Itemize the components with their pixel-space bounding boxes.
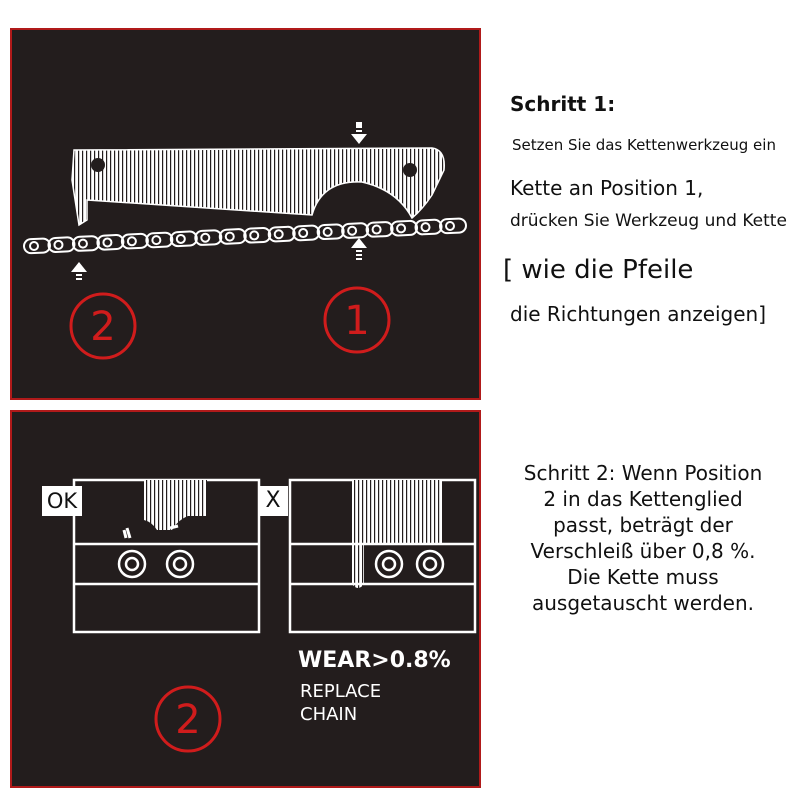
step2-line: Die Kette muss bbox=[567, 565, 719, 589]
chain-roller bbox=[324, 228, 332, 236]
step2-description bbox=[498, 460, 788, 616]
wear-label: WEAR>0.8% bbox=[298, 648, 451, 673]
chain-roller bbox=[373, 226, 381, 234]
chain-roller bbox=[397, 224, 405, 232]
tool-hole-right bbox=[403, 163, 417, 177]
chain-roller bbox=[152, 236, 160, 244]
arrow-up-icon bbox=[71, 262, 87, 280]
chain-roller bbox=[226, 233, 234, 241]
chain-link bbox=[73, 236, 100, 251]
svg-text:2: 2 bbox=[90, 304, 116, 350]
chain-tool-illustration bbox=[12, 30, 483, 402]
chain-roller bbox=[275, 230, 283, 238]
step1-title: Schritt 1: bbox=[510, 92, 616, 116]
step1-illustration-panel bbox=[10, 28, 481, 400]
svg-text:1: 1 bbox=[344, 298, 370, 344]
arrow-down-icon bbox=[351, 122, 367, 144]
chain-link bbox=[171, 231, 198, 246]
ok-label: OK bbox=[42, 486, 82, 516]
chain-roller bbox=[201, 234, 209, 242]
chain bbox=[24, 218, 467, 253]
chain-roller bbox=[103, 238, 111, 246]
chain-roller bbox=[250, 231, 258, 239]
step2-line: Schritt 2: Wenn Position bbox=[523, 461, 763, 485]
step2-line: 2 in das Kettenglied bbox=[543, 487, 743, 511]
chain-roller bbox=[299, 229, 307, 237]
replace-label: REPLACE bbox=[300, 681, 382, 702]
chain-roller bbox=[177, 235, 185, 243]
wear-tool bbox=[72, 148, 444, 225]
ok-detail-box bbox=[74, 480, 259, 632]
chain-roller bbox=[422, 223, 430, 231]
step2-line: Verschleiß über 0,8 %. bbox=[530, 539, 756, 563]
fail-detail-box bbox=[290, 480, 475, 632]
svg-text:2: 2 bbox=[175, 697, 201, 743]
chain-roller bbox=[348, 227, 356, 235]
step1-line: Setzen Sie das Kettenwerkzeug ein bbox=[512, 136, 776, 154]
step1-line: Kette an Position 1, bbox=[510, 176, 704, 200]
chain-roller bbox=[54, 241, 62, 249]
step2-line: ausgetauscht werden. bbox=[532, 591, 754, 615]
chain-roller bbox=[30, 242, 38, 250]
position-2-marker bbox=[156, 687, 220, 751]
arrow-up-icon bbox=[351, 238, 367, 260]
step2-illustration-panel bbox=[10, 410, 481, 788]
position-1-marker bbox=[325, 288, 389, 352]
wear-check-illustration bbox=[12, 412, 483, 790]
position-2-marker bbox=[71, 294, 135, 358]
step1-line: drücken Sie Werkzeug und Kette bbox=[510, 211, 787, 231]
chain-roller bbox=[128, 237, 136, 245]
x-label: X bbox=[258, 486, 288, 516]
step2-line: passt, beträgt der bbox=[553, 513, 733, 537]
step1-line: die Richtungen anzeigen] bbox=[510, 302, 767, 326]
tool-hole-left bbox=[91, 158, 105, 172]
chain-link bbox=[195, 230, 222, 245]
chain-roller bbox=[79, 240, 87, 248]
chain-label: CHAIN bbox=[300, 704, 358, 725]
step1-line: [ wie die Pfeile bbox=[503, 255, 694, 285]
chain-link bbox=[97, 235, 124, 250]
chain-roller bbox=[446, 222, 454, 230]
